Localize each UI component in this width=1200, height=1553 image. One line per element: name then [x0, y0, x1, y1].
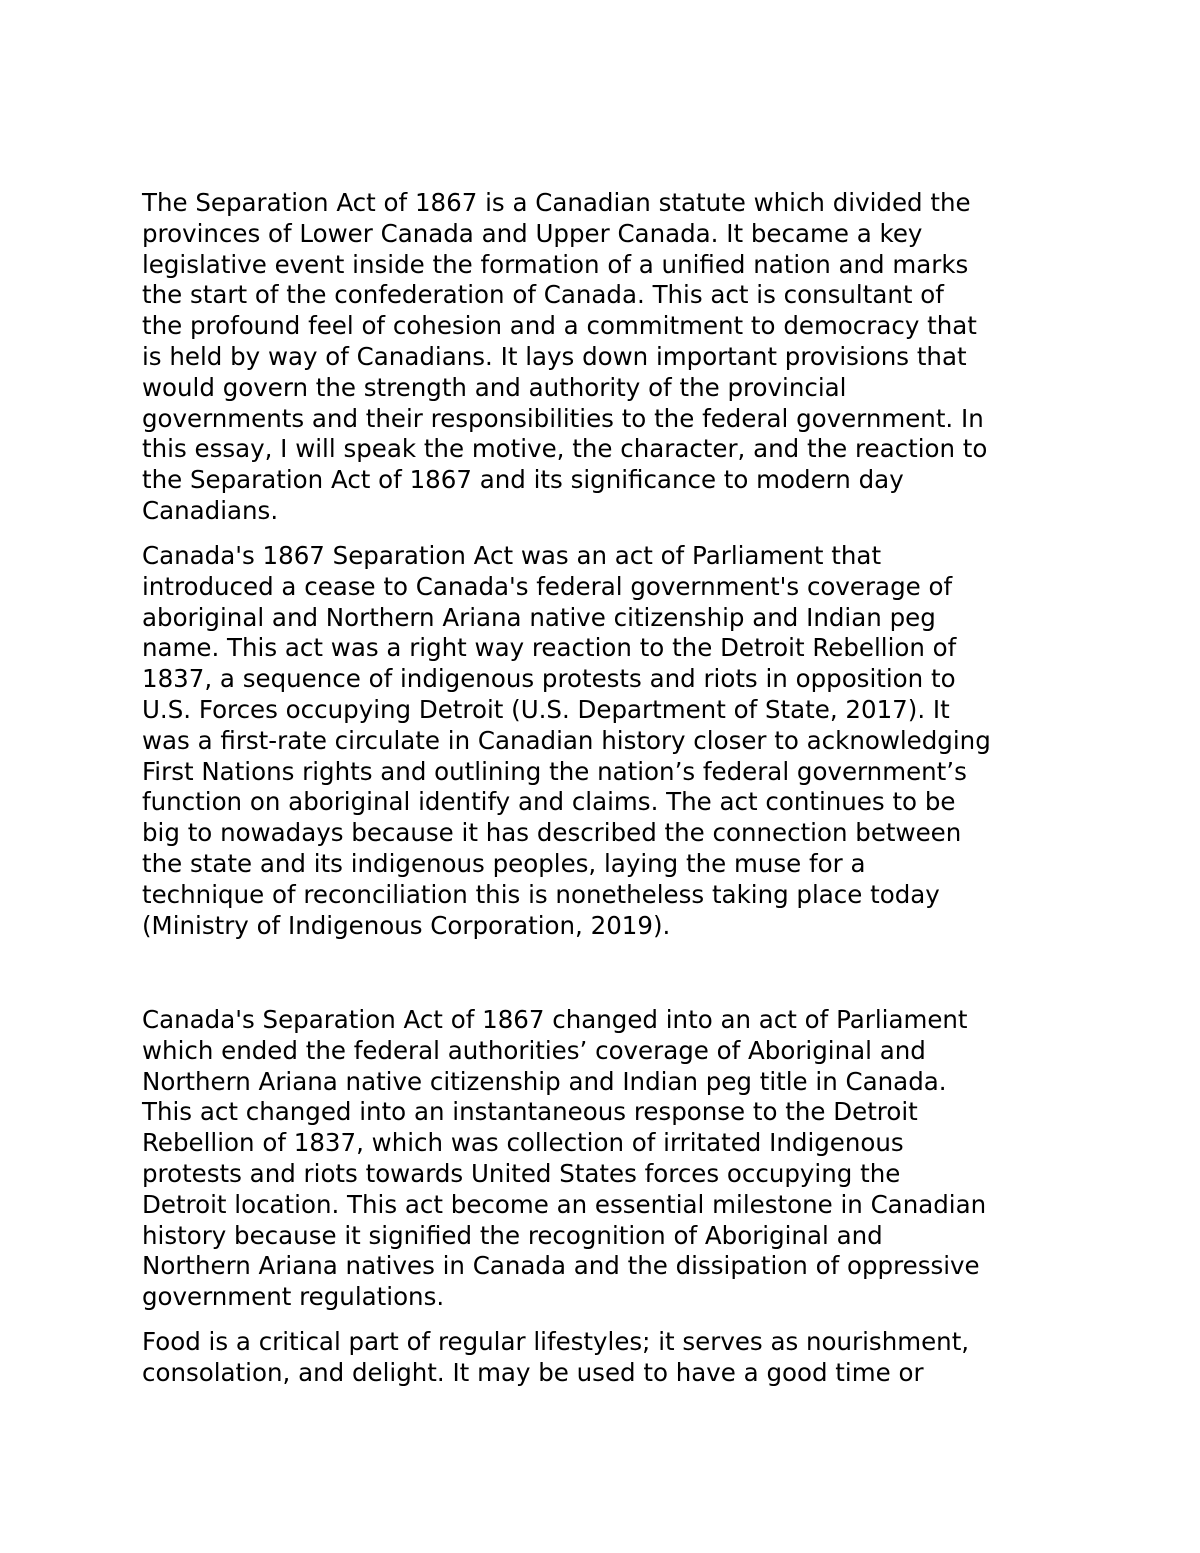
text-line: Canadians. [142, 495, 279, 525]
text-line: Detroit location. This act become an essential milestone in Canadian [142, 1189, 987, 1219]
text-line: history because it signified the recognition of Aboriginal and [142, 1220, 883, 1250]
text-line: the Separation Act of 1867 and its significance to modern day [142, 465, 904, 495]
text-line: Rebellion of 1837, which was collection of irritated Indigenous [142, 1128, 904, 1158]
text-line: this essay, I will speak the motive, the character, and the reaction to [142, 434, 988, 464]
text-line: the state and its indigenous peoples, laying the muse for a [142, 848, 866, 878]
text-line: the profound feel of cohesion and a commitment to democracy that [142, 311, 977, 341]
text-line: Canada's 1867 Separation Act was an act of Parliament that [142, 541, 882, 570]
text-line: This act changed into an instantaneous response to the Detroit [142, 1097, 918, 1127]
text-line: which ended the federal authorities’ coverage of Aboriginal and [142, 1035, 926, 1065]
text-line: introduced a cease to Canada's federal government's coverage of [142, 571, 953, 601]
text-line: 1837, a sequence of indigenous protests and riots in opposition to [142, 664, 956, 694]
text-line: provinces of Lower Canada and Upper Canada. It became a key [142, 218, 923, 248]
paragraph-body-1 [142, 541, 1082, 941]
text-line: First Nations rights and outlining the nation’s federal government’s [142, 756, 967, 786]
text-line: The Separation Act of 1867 is a Canadian statute which divided the [142, 188, 971, 217]
paragraph-body-2 [142, 1005, 1082, 1313]
text-line: government regulations. [142, 1282, 445, 1312]
text-line: Northern Ariana natives in Canada and the dissipation of oppressive [142, 1251, 980, 1281]
text-line: would govern the strength and authority of the provincial [142, 372, 847, 402]
text-line: the start of the confederation of Canada. This act is consultant of [142, 280, 944, 310]
paragraph-intro [142, 188, 1082, 527]
text-line: function on aboriginal identify and claims. The act continues to be [142, 787, 956, 817]
text-line: Northern Ariana native citizenship and Indian peg title in Canada. [142, 1066, 947, 1096]
text-line: governments and their responsibilities to the federal government. In [142, 403, 984, 433]
text-line: protests and riots towards United States forces occupying the [142, 1158, 901, 1188]
paragraph-body-3 [142, 1327, 1082, 1389]
text-line: legislative event inside the formation of a unified nation and marks [142, 249, 969, 279]
text-line: Canada's Separation Act of 1867 changed into an act of Parliament [142, 1005, 968, 1034]
text-line: big to nowadays because it has described the connection between [142, 818, 962, 848]
text-line: is held by way of Canadians. It lays down important provisions that [142, 341, 967, 371]
text-line: technique of reconciliation this is nonetheless taking place today [142, 879, 940, 909]
text-line: aboriginal and Northern Ariana native citizenship and Indian peg [142, 602, 936, 632]
text-line: consolation, and delight. It may be used to have a good time or [142, 1357, 924, 1387]
text-line: U.S. Forces occupying Detroit (U.S. Department of State, 2017). It [142, 694, 950, 724]
text-line: was a first-rate circulate in Canadian history closer to acknowledging [142, 725, 991, 755]
text-line: name. This act was a right way reaction to the Detroit Rebellion of [142, 633, 957, 663]
text-line: Food is a critical part of regular lifestyles; it serves as nourishment, [142, 1327, 970, 1356]
text-line: (Ministry of Indigenous Corporation, 2019). [142, 910, 671, 940]
